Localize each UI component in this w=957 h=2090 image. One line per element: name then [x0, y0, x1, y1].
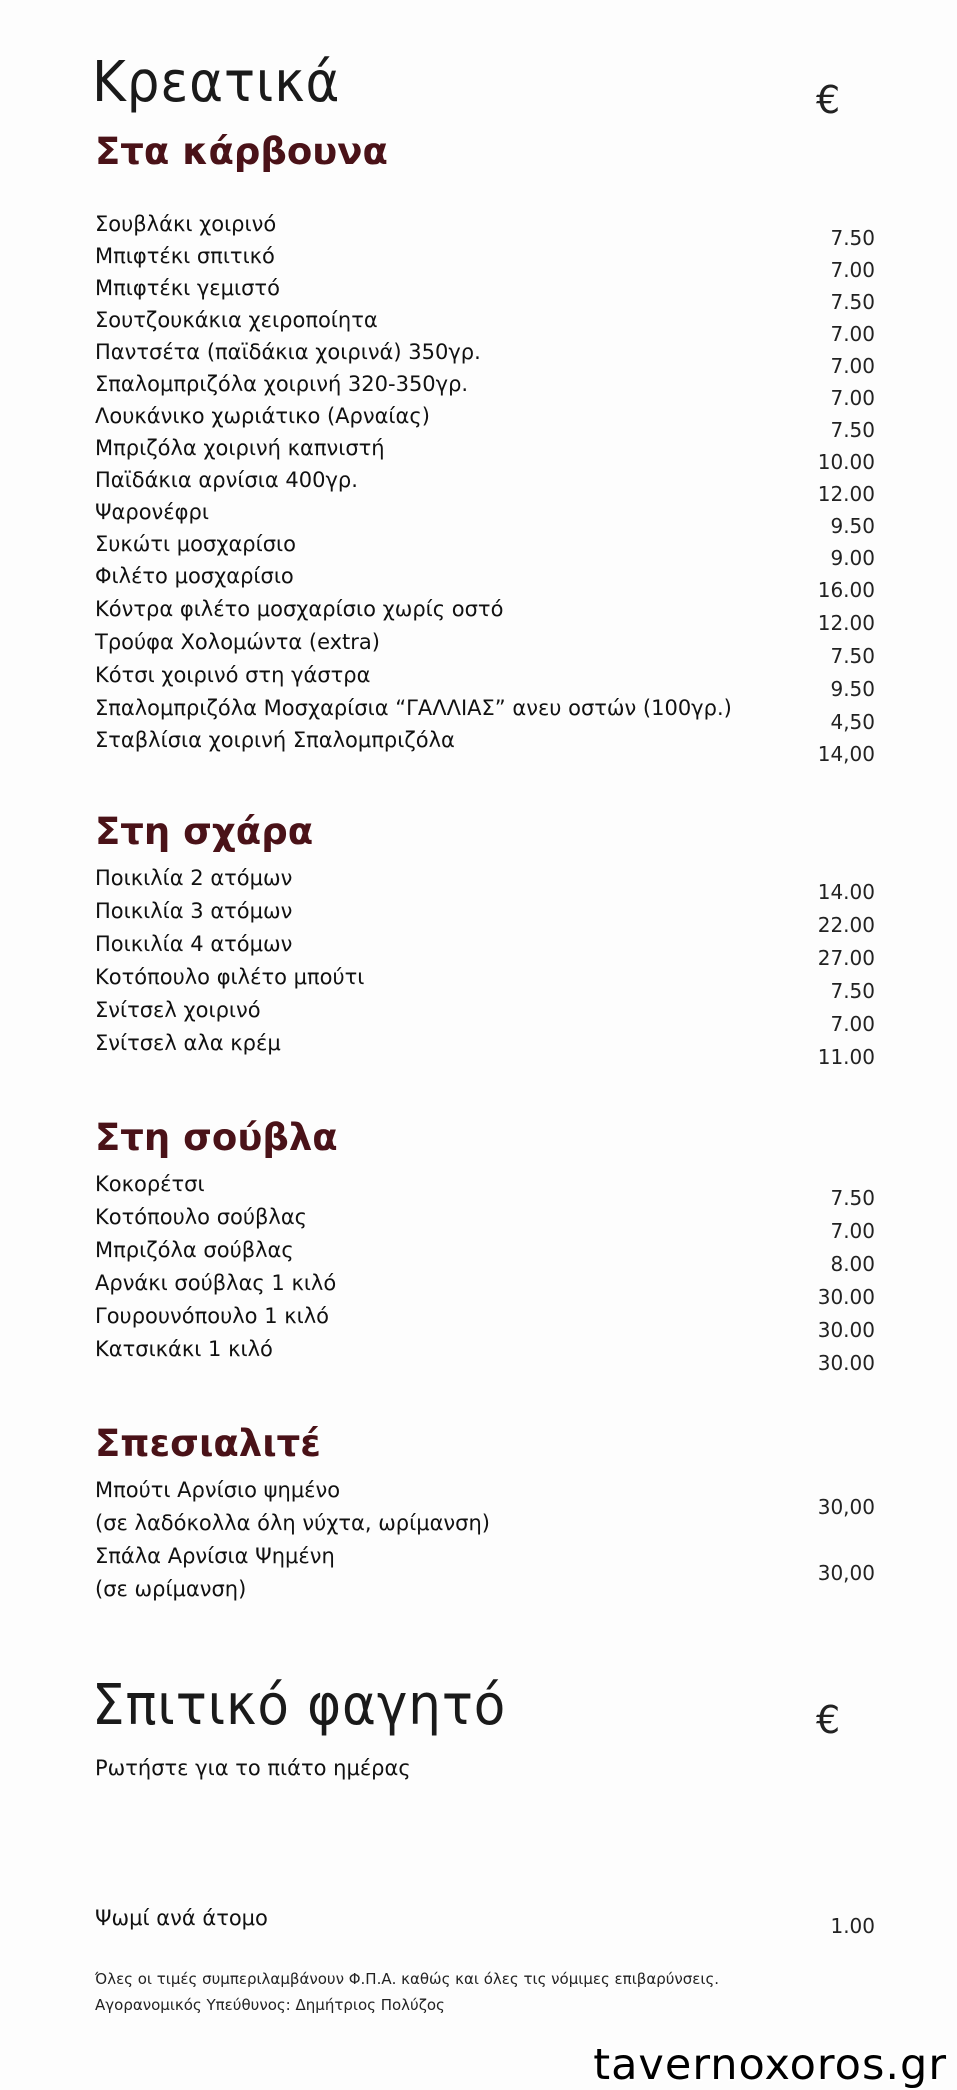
menu-item — [95, 564, 875, 602]
item-name: Ποικιλία 3 ατόμων — [95, 899, 293, 923]
section-title-charcoal: Στα κάρβουνα — [95, 130, 388, 173]
item-name: Ψαρονέφρι — [95, 500, 209, 524]
site-watermark: tavernoxoros.gr — [593, 2040, 947, 2090]
item-name: Μπιφτέκι σπιτικό — [95, 244, 275, 268]
menu-item-bread — [95, 1906, 875, 1936]
item-price: 30.00 — [817, 1285, 875, 1309]
item-price: 9.50 — [830, 677, 875, 701]
menu-item — [95, 276, 875, 314]
item-name: Σταβλίσια χοιρινή Σπαλομπριζόλα — [95, 728, 455, 752]
item-name: Κοτόπουλο σούβλας — [95, 1205, 308, 1229]
item-price: 22.00 — [817, 913, 875, 937]
item-name: Σουτζουκάκια χειροποίητα — [95, 308, 378, 332]
item-price: 11.00 — [817, 1045, 875, 1069]
menu-item — [95, 1238, 875, 1276]
menu-item — [95, 1337, 875, 1375]
item-price: 7.50 — [830, 418, 875, 442]
item-price: 7.00 — [830, 322, 875, 346]
item-price: 1.00 — [830, 1914, 875, 1938]
item-name: Κότσι χοιρινό στη γάστρα — [95, 663, 371, 687]
menu-item — [95, 998, 875, 1036]
menu-item — [95, 436, 875, 474]
item-price: 16.00 — [817, 578, 875, 602]
item-name: Σουβλάκι χοιρινό — [95, 212, 277, 236]
item-name: Κατσικάκι 1 κιλό — [95, 1337, 273, 1361]
item-name: Γουρουνόπουλο 1 κιλό — [95, 1304, 329, 1328]
item-price: 30.00 — [817, 1351, 875, 1375]
item-name: Μπριζόλα χοιρινή καπνιστή — [95, 436, 385, 460]
item-name: Σνίτσελ αλα κρέμ — [95, 1031, 281, 1055]
item-price: 27.00 — [817, 946, 875, 970]
menu-item — [95, 404, 875, 442]
item-name: Σπάλα Αρνίσια Ψημένη — [95, 1544, 335, 1568]
item-name: Μπιφτέκι γεμιστό — [95, 276, 280, 300]
menu-item — [95, 663, 875, 701]
item-name: Παντσέτα (παϊδάκια χοιρινά) 350γρ. — [95, 340, 481, 364]
menu-item — [95, 728, 875, 766]
item-name: Παϊδάκια αρνίσια 400γρ. — [95, 468, 358, 492]
menu-item — [95, 500, 875, 538]
item-name: Αρνάκι σούβλας 1 κιλό — [95, 1271, 337, 1295]
item-name: Σπαλομπριζόλα Μοσχαρίσια “ΓΑΛΛΙΑΣ” ανευ οστών (100γρ.) — [95, 696, 732, 720]
item-name: Κοτόπουλο φιλέτο μπούτι — [95, 965, 365, 989]
item-price: 30,00 — [817, 1561, 875, 1585]
menu-item — [95, 866, 875, 904]
item-name: Φιλέτο μοσχαρίσιο — [95, 564, 294, 588]
menu-item — [95, 696, 875, 734]
vat-disclaimer: Όλες οι τιμές συμπεριλαμβάνουν Φ.Π.Α. καθώς και όλες τις νόμιμες επιβαρύνσεις. — [95, 1970, 720, 1988]
menu-item — [95, 597, 875, 635]
item-name: Μπριζόλα σούβλας — [95, 1238, 294, 1262]
market-supervisor: Αγορανομικός Υπεύθυνος: Δημήτριος Πολύζος — [95, 1996, 445, 2014]
item-note: (σε λαδόκολλα όλη νύχτα, ωρίμανση) — [95, 1511, 490, 1535]
item-price: 7.00 — [830, 386, 875, 410]
section-title-specialties: Σπεσιαλιτέ — [95, 1422, 321, 1465]
item-price: 7.50 — [830, 226, 875, 250]
item-price: 7.00 — [830, 354, 875, 378]
item-name: Σνίτσελ χοιρινό — [95, 998, 261, 1022]
item-name: Συκώτι μοσχαρίσιο — [95, 532, 296, 556]
item-price: 9.00 — [830, 546, 875, 570]
menu-item — [95, 1478, 875, 1542]
item-price: 7.00 — [830, 1012, 875, 1036]
menu-item — [95, 308, 875, 346]
menu-item — [95, 468, 875, 506]
menu-item — [95, 965, 875, 1003]
item-note: (σε ωρίμανση) — [95, 1577, 247, 1601]
menu-item — [95, 630, 875, 668]
item-name: Μπούτι Αρνίσιο ψημένο — [95, 1478, 341, 1502]
home-cooking-title: Σπιτικό φαγητό — [92, 1673, 507, 1738]
item-name: Σπαλομπριζόλα χοιρινή 320-350γρ. — [95, 372, 469, 396]
item-name: Ποικιλία 2 ατόμων — [95, 866, 293, 890]
item-price: 9.50 — [830, 514, 875, 538]
item-price: 7.50 — [830, 644, 875, 668]
item-price: 7.50 — [830, 1186, 875, 1210]
item-name: Ποικιλία 4 ατόμων — [95, 932, 293, 956]
item-price: 7.50 — [830, 979, 875, 1003]
section-title-spit: Στη σούβλα — [95, 1116, 338, 1159]
menu-item — [95, 1304, 875, 1342]
section-title-grill: Στη σχάρα — [95, 810, 314, 853]
home-currency-label: € — [816, 1698, 841, 1742]
item-price: 14.00 — [817, 880, 875, 904]
menu-item — [95, 1031, 875, 1069]
item-name: Κόντρα φιλέτο μοσχαρίσιο χωρίς οστό — [95, 597, 504, 621]
item-price: 4,50 — [830, 710, 875, 734]
menu-item — [95, 1271, 875, 1309]
item-price: 30,00 — [817, 1495, 875, 1519]
menu-item — [95, 372, 875, 410]
menu-item — [95, 932, 875, 970]
menu-item — [95, 244, 875, 282]
menu-item — [95, 1205, 875, 1243]
item-price: 7.00 — [830, 1219, 875, 1243]
item-price: 12.00 — [817, 482, 875, 506]
item-price: 7.50 — [830, 290, 875, 314]
item-name: Λουκάνικο χωριάτικο (Αρναίας) — [95, 404, 430, 428]
item-price: 7.00 — [830, 258, 875, 282]
item-name: Τρούφα Χολομώντα (extra) — [95, 630, 380, 654]
menu-item — [95, 1172, 875, 1210]
item-price: 14,00 — [817, 742, 875, 766]
menu-item — [95, 340, 875, 378]
menu-item — [95, 212, 875, 250]
menu-item — [95, 1544, 875, 1608]
item-price: 12.00 — [817, 611, 875, 635]
menu-item — [95, 532, 875, 570]
item-price: 8.00 — [830, 1252, 875, 1276]
currency-label: € — [816, 78, 841, 122]
item-price: 10.00 — [817, 450, 875, 474]
menu-item — [95, 899, 875, 937]
item-price: 30.00 — [817, 1318, 875, 1342]
dish-of-day-note: Ρωτήστε για το πιάτο ημέρας — [95, 1756, 411, 1780]
page-title: Κρεατικά — [92, 50, 341, 115]
item-name: Ψωμί ανά άτομο — [95, 1906, 268, 1930]
item-name: Κοκορέτσι — [95, 1172, 205, 1196]
